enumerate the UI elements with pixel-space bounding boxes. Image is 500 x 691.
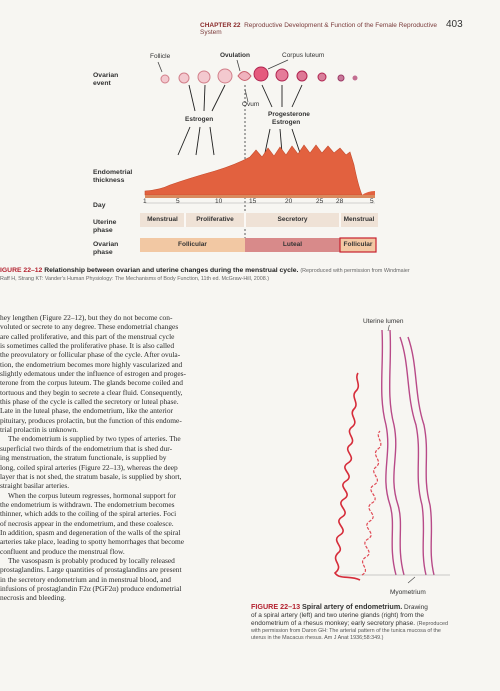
spiral-artery-figure: [250, 325, 490, 600]
day-28: 28: [336, 198, 344, 205]
line: ing menstruation, the stratum functionale, is supplied by: [0, 453, 167, 463]
caption-label: IGURE 22–12: [0, 267, 43, 274]
label-endometrial-thickness: Endometrial thickness: [93, 169, 133, 184]
label-day: Day: [93, 202, 106, 209]
running-header: [200, 22, 460, 36]
progesterone-arrows: [262, 85, 302, 153]
body-text: [0, 313, 240, 603]
line: pituitary, produces prolactin, but the function of this endome-: [0, 415, 182, 425]
label-progesterone: Progesterone: [268, 111, 310, 118]
caption-label-2: FIGURE 22–13: [251, 602, 301, 611]
day-5-next: 5: [370, 198, 374, 205]
line: are called proliferative, and this part of the menstrual cycle: [0, 331, 175, 341]
caption-ref-l1: (Reproduced: [416, 621, 449, 627]
caption-title-2: Spiral artery of endometrium.: [301, 602, 403, 611]
day-1: 1: [143, 198, 147, 205]
chapter-label: CHAPTER 22: [200, 22, 241, 29]
label-ovum: Ovum: [242, 101, 260, 108]
line: terone from the corpus luteum. The glands become coiled and: [0, 378, 183, 388]
line: long, coiled spiral arteries (Figure 22–13), whereas the deep: [0, 462, 178, 472]
line: hey lengthen (Figure 22–12), but they do not become con-: [0, 313, 173, 322]
follicle-4: [218, 69, 232, 83]
follicle-1: [161, 75, 169, 83]
line: of necrosis appear in the endometrium, and these coalesce.: [0, 518, 174, 528]
line: layer that is not shed, the stratum basale, is supplied by short,: [0, 471, 182, 481]
label-follicle: Follicle: [150, 53, 171, 60]
line: this phase of the cycle is called the secretory or luteal phase.: [0, 397, 179, 407]
label-ovarian-event: Ovarian event: [93, 72, 119, 87]
gland-2-wall: [408, 337, 434, 575]
line: the endometrium is withdrawn. The endometrium becomes: [0, 499, 175, 509]
label-estrogen: Estrogen: [185, 116, 214, 123]
line: arteries take place, leading to spotty hemorrhages that become: [0, 537, 185, 547]
line: voluted or secrete to any degree. These endometrial changes: [0, 322, 179, 332]
line: in the secretory endometrium and in menstrual blood, and: [0, 574, 171, 584]
line: prostaglandins. Large quantities of prostaglandins are present: [0, 565, 182, 575]
uterine-menstrual-2: Menstrual: [343, 216, 375, 223]
estrogen-arrows: [178, 85, 225, 155]
endometrium-profile: [145, 145, 362, 195]
line: infusions of prostaglandin F2α (PGF2α) produce endometrial: [0, 583, 182, 593]
uterine-glands: [382, 330, 434, 575]
label-myometrium: Myometrium: [390, 589, 426, 596]
figure-22-12: [0, 45, 500, 265]
line: In addition, spasm and degeneration of the walls of the spiral: [0, 527, 181, 537]
corpus-albicans: [353, 76, 358, 81]
day-20: 20: [285, 198, 293, 205]
follicle-3: [198, 71, 210, 83]
gland-1: [382, 330, 396, 575]
line: When the corpus luteum regresses, hormonal support for: [8, 490, 176, 500]
uterine-proliferative: Proliferative: [196, 216, 234, 223]
line: confluent and produce the menstrual flow.: [0, 546, 125, 556]
corpus-luteum-3: [297, 71, 307, 81]
line: slightly edematous under the influence of estrogen and proges-: [0, 369, 186, 379]
gland-2: [400, 337, 426, 575]
corpus-luteum-2: [276, 69, 288, 81]
caption-text-l1: Drawing: [404, 604, 428, 611]
line: necrosis and bleeding.: [0, 593, 66, 603]
line: tortuous and they begin to secrete a clear fluid. Consequently,: [0, 387, 183, 397]
figure-22-13-caption: [251, 603, 471, 642]
line: The vasospasm is probably produced by locally released: [8, 555, 175, 565]
uterine-menstrual: Menstrual: [147, 216, 178, 223]
line: Late in the luteal phase, the endometrium, like the anterior: [0, 406, 174, 416]
corpus-luteum-5: [338, 75, 344, 81]
line: thinner, which adds to the coiling of the spiral arteries. Foci: [0, 509, 177, 519]
label-corpus-luteum: Corpus luteum: [282, 52, 325, 59]
day-15: 15: [249, 198, 257, 205]
caption-text-l3: endometrium of a rhesus monkey; early secretory phase.: [251, 620, 416, 627]
label-ovulation: Ovulation: [220, 52, 250, 59]
caption-title: Relationship between ovarian and uterine changes during the menstrual cycle.: [44, 267, 299, 274]
day-10: 10: [215, 198, 223, 205]
label-uterine-lumen: Uterine lumen: [363, 318, 404, 325]
corpus-luteum-4: [318, 73, 326, 81]
caption-ref-2: Raff H, Strang KT: Vander's Human Physiology: The Mechanisms of Body Function, 11th ed. McGraw-Hill, 2008.): [0, 276, 270, 282]
day-25: 25: [316, 198, 324, 205]
day-5: 5: [176, 198, 180, 205]
line: the preovulatory or follicular phase of the cycle. After ovula-: [0, 350, 181, 360]
label-uterine-phase: Uterine phase: [93, 219, 117, 234]
chapter-title: Reproductive Development & Function of the Female Reproductive System: [200, 22, 438, 36]
line: is sometimes called the proliferative phase. It is also called: [0, 341, 175, 351]
caption-text-l2: of a spiral artery (left) and two uterine glands (right) from the: [251, 612, 425, 619]
ovarian-follicular: Follicular: [178, 241, 207, 248]
line: trial prolactin is unknown.: [0, 425, 78, 435]
caption-ref-1: (Reproduced with permission from Windmaier: [300, 268, 410, 274]
page-number: 403: [446, 19, 463, 30]
line: tion, the endometrium becomes more highly vascularized and: [0, 359, 183, 369]
corpus-luteum-1: [254, 67, 268, 81]
ovarian-follicular-2: Follicular: [343, 241, 373, 248]
label-estrogen-2: Estrogen: [272, 119, 301, 126]
uterine-secretory: Secretory: [277, 216, 308, 223]
line: superficial two thirds of the endometrium that is shed dur-: [0, 443, 173, 453]
follicle-2: [179, 73, 189, 83]
ovulating-follicle: [238, 72, 251, 81]
menstrual-cycle-diagram: [0, 45, 500, 265]
spiral-artery: [335, 373, 360, 580]
line: The endometrium is supplied by two types of arteries. The: [8, 434, 181, 444]
caption-ref-l2: with permission from Daron GH: The arterial pattern of the tunica mucosa of the: [251, 628, 441, 634]
label-ovarian-phase: Ovarian phase: [93, 241, 119, 256]
ovarian-follicle-icons: [161, 67, 358, 83]
caption-ref-l3: uterus in the Macacus rhesus. Am J Anat 1936;58:349.): [251, 635, 384, 641]
figure-22-12-caption: [0, 267, 500, 283]
line: straight basilar arteries.: [0, 481, 70, 491]
ovarian-luteal: Luteal: [282, 241, 303, 248]
